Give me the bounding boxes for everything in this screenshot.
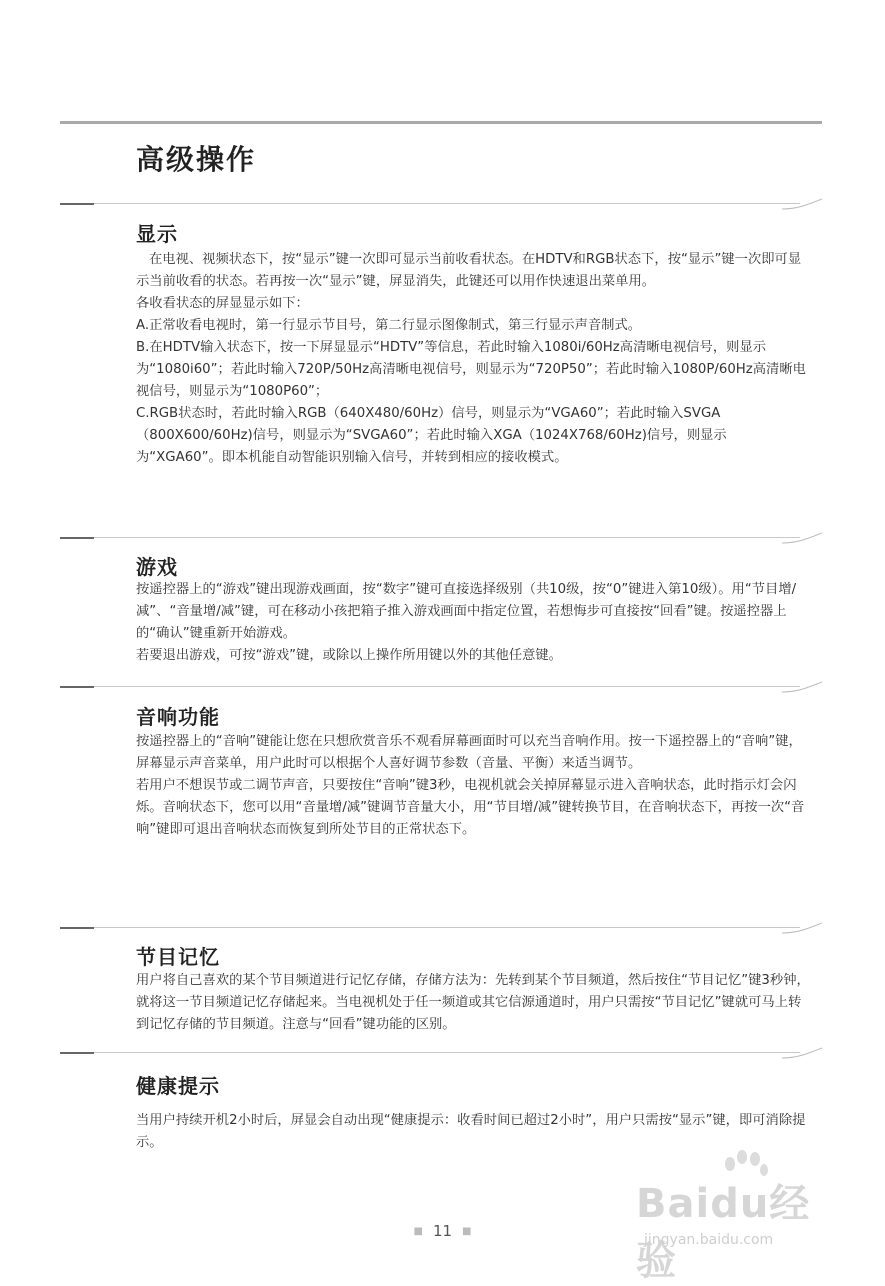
page-number-value: 11 [432,1222,453,1240]
section-divider [60,680,822,696]
paragraph: 在电视、视频状态下，按“显示”键一次即可显示当前收看状态。在HDTV和RGB状态下，按“显示”键一次即可显示当前收看的状态。若再按一次“显示”键，屏显消失，此键还可以用作快速退出菜单用。 [136,252,802,289]
section-title-audio: 音响功能 [136,705,220,729]
divider-flourish-icon [782,921,822,937]
watermark-url: jingyan.baidu.com [644,1232,774,1248]
divider-flourish-icon [782,197,822,213]
section-title-game: 游戏 [136,555,178,579]
divider-flourish-icon [782,1046,822,1062]
section-body-health-tip [136,1110,812,1154]
bullet-icon: ■ [413,1226,423,1237]
watermark-logo-text: Baidu经验 [636,1181,811,1284]
section-divider [60,197,822,213]
section-title-display: 显示 [136,222,178,246]
section-divider [60,921,822,937]
paragraph: 按遥控器上的“游戏”键出现游戏画面，按“数字”键可直接选择级别（共10级，按“0”键进入第10级）。用“节目增/减”、“音量增/减”键，可在移动小孩把箱子推入游戏画面中指定位置，若想悔步可直接按“回看”键。按遥控器上的“确认”键重新开始游戏。 [136,582,797,641]
section-body-audio [136,731,812,841]
paragraph: 用户将自己喜欢的某个节目频道进行记忆存储，存储方法为：先转到某个节目频道，然后按住“节目记忆”键3秒钟，就将这一节目频道记忆存储起来。当电视机处于任一频道或其它信源通道时，用户只需按“节目记忆”键就可马上转到记忆存储的节目频道。注意与“回看”键功能的区别。 [136,973,810,1032]
baidu-jingyan-watermark [636,1150,851,1284]
paragraph: 若用户不想误节或二调节声音，只要按住“音响”键3秒，电视机就会关掉屏幕显示进入音响状态，此时指示灯会闪烁。音响状态下，您可以用“音量增/减”键调节音量大小，用“节目增/减”键转换节目，在音响状态下，再按一次“音响”键即可退出音响状态而恢复到所处节目的正常状态下。 [136,778,805,837]
divider-flourish-icon [782,531,822,547]
paragraph: 若要退出游戏，可按“游戏”键，或除以上操作所用键以外的其他任意键。 [136,648,562,663]
paragraph: 按遥控器上的“音响”键能让您在只想欣赏音乐不观看屏幕画面时可以充当音响作用。按一下遥控器上的“音响”键，屏幕显示声音菜单，用户此时可以根据个人喜好调节参数（音量、平衡）来适当调节。 [136,734,802,771]
page-title: 高级操作 [136,143,257,176]
section-title-channel-memory: 节目记忆 [136,945,220,969]
bullet-icon: ■ [462,1226,472,1237]
section-divider [60,531,822,547]
paragraph: 当用户持续开机2小时后，屏显会自动出现“健康提示：收看时间已超过2小时”，用户只需按“显示”键，即可消除提示。 [136,1113,806,1150]
paragraph: 各收看状态的屏显显示如下： [136,296,309,311]
section-body-display [136,249,812,469]
top-rule [60,121,822,124]
section-divider [60,1046,822,1062]
paragraph: A.正常收看电视时，第一行显示节目号，第二行显示图像制式，第三行显示声音制式。 [136,318,642,333]
section-title-health-tip: 健康提示 [136,1074,220,1098]
section-body-game [136,579,812,667]
paragraph: C.RGB状态时，若此时输入RGB（640X480/60Hz）信号，则显示为“VGA60”；若此时输入SVGA（800X600/60Hz)信号，则显示为“SVGA60”；若此时输入XGA（1024X768/60Hz)信号，则显示为“XGA60”。即本机能自动智能识别输入信号，并转到相应的接收模式。 [136,406,727,465]
divider-flourish-icon [782,680,822,696]
paragraph: B.在HDTV输入状态下，按一下屏显显示“HDTV”等信息，若此时输入1080i/60Hz高清晰电视信号，则显示为“1080i60”；若此时输入720P/50Hz高清晰电视信号，则显示为“720P50”；若此时输入1080P/60Hz高清晰电视信号，则显示为“1080P60”； [136,340,806,399]
section-body-channel-memory [136,970,812,1036]
